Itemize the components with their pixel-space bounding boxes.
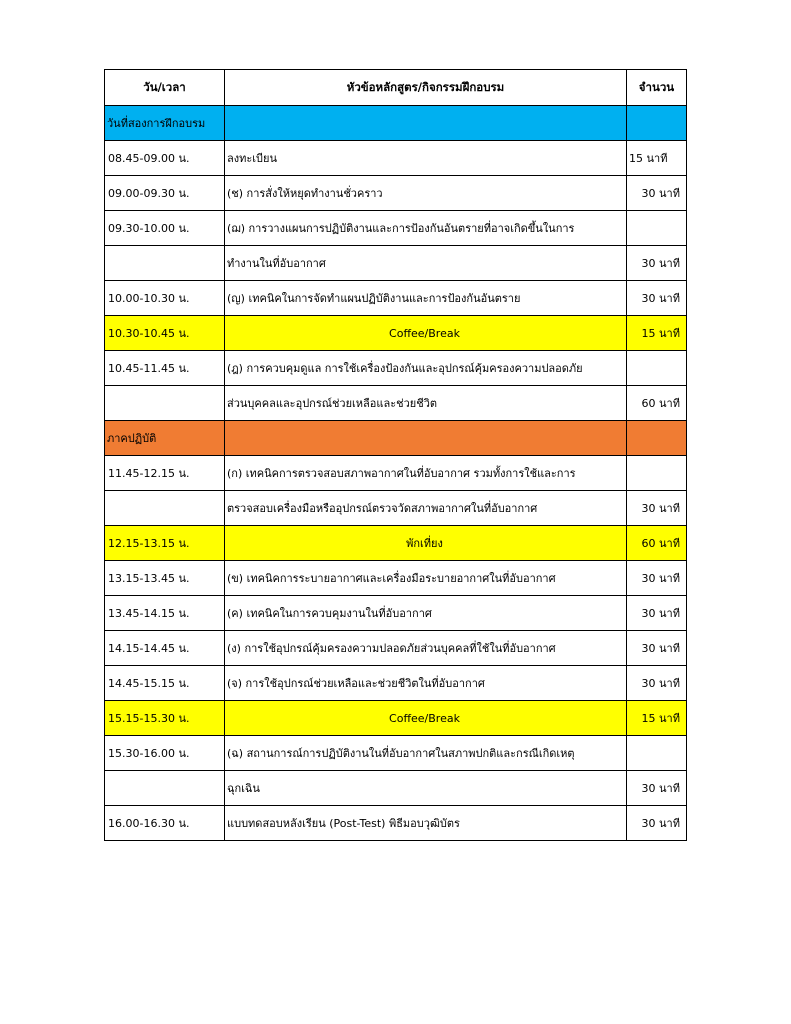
table-row (105, 246, 687, 281)
duration-cell: 30 นาที (627, 246, 687, 281)
time-cell (105, 491, 225, 526)
time-cell: 13.15-13.45 น. (105, 561, 225, 596)
topic-cell: (ก) เทคนิคการตรวจสอบสภาพอากาศในที่อับอากาศ รวมทั้งการใช้และการ (225, 456, 627, 491)
break-row (105, 701, 687, 736)
table-row (105, 561, 687, 596)
duration-cell: 30 นาที (627, 281, 687, 316)
table-row (105, 281, 687, 316)
topic-cell: ส่วนบุคคลและอุปกรณ์ช่วยเหลือและช่วยชีวิต (225, 386, 627, 421)
topic-cell: แบบทดสอบหลังเรียน (Post-Test) พิธีมอบวุฒิบัตร (225, 806, 627, 841)
topic-cell: ทำงานในที่อับอากาศ (225, 246, 627, 281)
topic-cell: (ข) เทคนิคการระบายอากาศและเครื่องมือระบายอากาศในที่อับอากาศ (225, 561, 627, 596)
table-header-row (105, 70, 687, 106)
duration-cell: 15 นาที (627, 701, 687, 736)
table-row (105, 631, 687, 666)
topic-cell: (ง) การใช้อุปกรณ์คุ้มครองความปลอดภัยส่วนบุคคลที่ใช้ในที่อับอากาศ (225, 631, 627, 666)
duration-cell (627, 736, 687, 771)
section-row (105, 421, 687, 456)
table-row (105, 386, 687, 421)
topic-cell: (ฎ) การควบคุมดูแล การใช้เครื่องป้องกันและอุปกรณ์คุ้มครองความปลอดภัย (225, 351, 627, 386)
table-row (105, 491, 687, 526)
duration-cell: 60 นาที (627, 526, 687, 561)
topic-cell: ฉุกเฉิน (225, 771, 627, 806)
time-cell: 15.30-16.00 น. (105, 736, 225, 771)
table-row (105, 351, 687, 386)
duration-cell (627, 456, 687, 491)
topic-cell: (ญ) เทคนิคในการจัดทำแผนปฏิบัติงานและการป้องกันอันตราย (225, 281, 627, 316)
topic-cell: (ฉ) สถานการณ์การปฏิบัติงานในที่อับอากาศในสภาพปกติและกรณีเกิดเหตุ (225, 736, 627, 771)
duration-cell: 30 นาที (627, 561, 687, 596)
topic-cell: (ฌ) การวางแผนการปฏิบัติงานและการป้องกันอันตรายที่อาจเกิดขึ้นในการ (225, 211, 627, 246)
table-row (105, 211, 687, 246)
topic-cell: (ค) เทคนิคในการควบคุมงานในที่อับอากาศ (225, 596, 627, 631)
time-cell: 10.00-10.30 น. (105, 281, 225, 316)
table-row (105, 456, 687, 491)
time-cell: 16.00-16.30 น. (105, 806, 225, 841)
time-cell (105, 386, 225, 421)
duration-cell: 15 นาที (627, 316, 687, 351)
duration-cell: 30 นาที (627, 176, 687, 211)
header-duration: จำนวน (627, 70, 687, 106)
time-cell: วันที่สองการฝึกอบรม (105, 106, 225, 141)
duration-cell (627, 421, 687, 456)
table-row (105, 176, 687, 211)
duration-cell: 30 นาที (627, 771, 687, 806)
time-cell: 14.15-14.45 น. (105, 631, 225, 666)
time-cell: ภาคปฏิบัติ (105, 421, 225, 456)
time-cell: 09.00-09.30 น. (105, 176, 225, 211)
duration-cell: 30 นาที (627, 631, 687, 666)
topic-cell: Coffee/Break (225, 701, 627, 736)
duration-cell: 15 นาที (627, 141, 687, 176)
duration-cell (627, 211, 687, 246)
table-row (105, 736, 687, 771)
break-row (105, 526, 687, 561)
schedule-table (104, 69, 687, 841)
time-cell: 10.30-10.45 น. (105, 316, 225, 351)
time-cell: 14.45-15.15 น. (105, 666, 225, 701)
section-row (105, 106, 687, 141)
duration-cell: 60 นาที (627, 386, 687, 421)
duration-cell: 30 นาที (627, 666, 687, 701)
topic-cell (225, 421, 627, 456)
duration-cell: 30 นาที (627, 806, 687, 841)
time-cell: 08.45-09.00 น. (105, 141, 225, 176)
table-row (105, 771, 687, 806)
time-cell: 15.15-15.30 น. (105, 701, 225, 736)
time-cell: 13.45-14.15 น. (105, 596, 225, 631)
topic-cell: (จ) การใช้อุปกรณ์ช่วยเหลือและช่วยชีวิตในที่อับอากาศ (225, 666, 627, 701)
table-row (105, 141, 687, 176)
topic-cell: ลงทะเบียน (225, 141, 627, 176)
time-cell: 10.45-11.45 น. (105, 351, 225, 386)
time-cell: 12.15-13.15 น. (105, 526, 225, 561)
duration-cell: 30 นาที (627, 491, 687, 526)
header-time: วัน/เวลา (105, 70, 225, 106)
table-row (105, 596, 687, 631)
duration-cell: 30 นาที (627, 596, 687, 631)
time-cell: 11.45-12.15 น. (105, 456, 225, 491)
table-row (105, 806, 687, 841)
schedule-body (105, 106, 687, 841)
topic-cell (225, 106, 627, 141)
topic-cell: Coffee/Break (225, 316, 627, 351)
duration-cell (627, 106, 687, 141)
header-topic: หัวข้อหลักสูตร/กิจกรรมฝึกอบรม (225, 70, 627, 106)
topic-cell: ตรวจสอบเครื่องมือหรืออุปกรณ์ตรวจวัดสภาพอากาศในที่อับอากาศ (225, 491, 627, 526)
time-cell (105, 771, 225, 806)
break-row (105, 316, 687, 351)
time-cell: 09.30-10.00 น. (105, 211, 225, 246)
time-cell (105, 246, 225, 281)
topic-cell: พักเที่ยง (225, 526, 627, 561)
duration-cell (627, 351, 687, 386)
table-row (105, 666, 687, 701)
topic-cell: (ช) การสั่งให้หยุดทำงานชั่วคราว (225, 176, 627, 211)
